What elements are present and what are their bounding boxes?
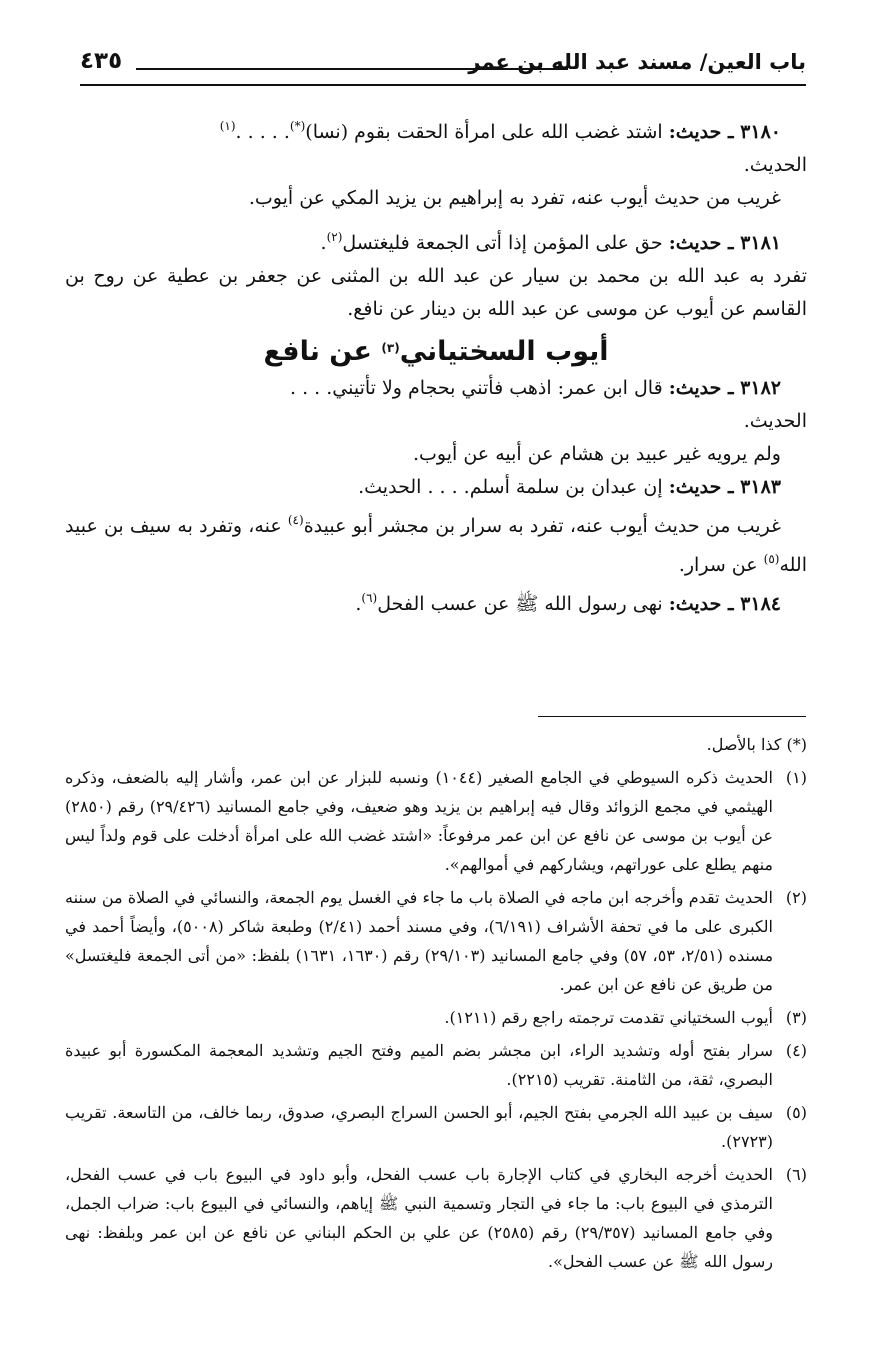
section-heading-rest: عن نافع [263, 336, 382, 367]
footnote-ref: (٥) [763, 552, 780, 566]
footnote-ref: (١) [219, 119, 236, 133]
footnotes [65, 730, 807, 1280]
hadith-end: الحديث. [743, 154, 807, 176]
footnote-6 [65, 1160, 807, 1276]
commentary-text: عن سرار. [678, 554, 764, 576]
hadith-number: ٣١٨٤ ـ حديث: [668, 593, 781, 615]
footnote-marker: (٣) [785, 1008, 807, 1027]
hadith-3183 [65, 471, 807, 504]
punctuation: . [355, 593, 362, 615]
footnote-marker: (٤) [785, 1041, 807, 1060]
footnote-ref: (٢) [326, 230, 343, 244]
punctuation: . [320, 232, 327, 254]
commentary-paragraph [65, 504, 807, 582]
footnote-text: سيف بن عبيد الله الجرمي بفتح الجيم، أبو الحسن السراج البصري، صدوق، ربما خالف، من التاسعة. تقريب (٢٧٢٣). [65, 1103, 773, 1151]
commentary-paragraph: غريب من حديث أيوب عنه، تفرد به إبراهيم بن يزيد المكي عن أيوب. [248, 187, 781, 209]
hadith-number: ٣١٨٠ ـ حديث: [668, 121, 781, 143]
footnote-marker: (١) [785, 768, 807, 787]
hadith-end: الحديث. [743, 410, 807, 432]
footnote-3 [65, 1003, 807, 1032]
commentary-paragraph: تفرد به عبد الله بن محمد بن سيار عن عبد الله بن المثنى عن جعفر بن عطية عن روح بن القاسم عن أيوب عن موسى عن عبد الله بن دينار عن نافع. [65, 265, 807, 320]
page-number: ٤٣٥ [80, 48, 123, 74]
header-divider [80, 84, 806, 86]
footnote-ref: (*) [289, 119, 306, 133]
footnote-ref: (٦) [361, 591, 378, 605]
running-header [80, 46, 806, 86]
footnote-text: الحديث أخرجه البخاري في كتاب الإجارة باب عسب الفحل، وأبو داود في البيوع باب في عسب الفحل، الترمذي في البيوع باب: ما جاء في التجار وتسمية النبي ﷺ إياهم، والنسائي في البيوع باب: ضراب الجمل، وفي جامع المسانيد (٢٩/٣٥٧) رقم (٢٥٨٥) عن علي بن الحكم البناني عن نافع عن ابن عمر وبلفظ: نهى رسول الله ﷺ عن عسب الفحل». [65, 1165, 774, 1271]
footnote-2 [65, 883, 807, 999]
hadith-3181 [65, 221, 807, 260]
commentary-text: عنه، وتفرد به سيف بن عبيد الله [65, 515, 807, 576]
hadith-number: ٣١٨٣ ـ حديث: [668, 476, 781, 498]
hadith-number: ٣١٨٢ ـ حديث: [668, 377, 781, 399]
hadith-text: نهى رسول الله ﷺ عن عسب الفحل [377, 593, 669, 615]
hadith-3184 [65, 582, 807, 621]
main-text [65, 110, 807, 621]
hadith-3180 [65, 110, 807, 182]
commentary-text: غريب من حديث أيوب عنه، تفرد به سرار بن مجشر أبو عبيدة [303, 515, 781, 537]
footnote-star: (*) كذا بالأصل. [706, 735, 807, 754]
footnote-text: الحديث ذكره السيوطي في الجامع الصغير (١٠٤٤) ونسبه للبزار عن ابن عمر، وأشار إليه بالضعف، وذكره الهيثمي في مجمع الزوائد وقال فيه إبراهيم بن يزيد وهو ضعيف، وفي جامع المسانيد (٢٩/٤٢٦) رقم (٢٨٥٠) عن أيوب بن موسى عن نافع عن ابن عمر مرفوعاً: «اشتد غضب الله على امرأة أدخلت على قوم ولداً ليس منهم يطلع على عوراتهم، ويشاركهم في أموالهم». [65, 768, 774, 874]
commentary-paragraph: ولم يرويه غير عبيد بن هشام عن أبيه عن أيوب. [413, 443, 781, 465]
footnote-ref: (٣) [381, 341, 400, 355]
footnote-separator [538, 716, 806, 717]
footnote-marker: (٥) [785, 1103, 807, 1122]
section-heading [65, 332, 807, 368]
footnote-1 [65, 763, 807, 879]
footnote-marker: (٢) [785, 888, 807, 907]
header-rule [136, 68, 568, 70]
footnote-ref: (٤) [287, 513, 304, 527]
hadith-number: ٣١٨١ ـ حديث: [668, 232, 781, 254]
hadith-text: إن عبدان بن سلمة أسلم. . . . الحديث. [358, 476, 669, 498]
hadith-text: اشتد غضب الله على امرأة الحقت بقوم (نسا) [305, 121, 669, 143]
header-title: باب العين/ مسند عبد الله بن عمر [468, 50, 806, 74]
hadith-3182 [65, 372, 807, 438]
footnote-text: أيوب السختياني تقدمت ترجمته راجع رقم (١٢١١). [444, 1008, 773, 1027]
footnote-text: الحديث تقدم وأخرجه ابن ماجه في الصلاة باب ما جاء في الغسل يوم الجمعة، والنسائي في الصلاة من سننه الكبرى على ما في تحفة الأشراف (٦/١٩١)، وفي مسند أحمد (٢/٤١) وطبعة شاكر (٥٠٠٨)، وأيضاً أحمد في مسنده (٢/٥١، ٥٣، ٥٧) وفي جامع المسانيد (٢٩/١٠٣) رقم (١٦٣٠، ١٦٣١) بلفظ: «من أتى الجمعة فليغتسل» من طريق عن نافع عن ابن عمر. [65, 888, 774, 994]
hadith-text: حق على المؤمن إذا أتى الجمعة فليغتسل [342, 232, 669, 254]
footnote-text: سرار بفتح أوله وتشديد الراء، ابن مجشر بضم الميم وفتح الجيم وتشديد المعجمة المكسورة أبو عبيدة البصري، ثقة، من الثامنة. تقريب (٢٢١٥). [65, 1041, 773, 1089]
section-heading-name: أيوب السختياني [399, 336, 609, 367]
hadith-text: قال ابن عمر: اذهب فأتني بحجام ولا تأتيني. . . . [289, 377, 669, 399]
ellipsis: . . . . . [235, 121, 290, 143]
footnote-4 [65, 1036, 807, 1094]
footnote-5 [65, 1098, 807, 1156]
footnote-marker: (٦) [785, 1165, 807, 1184]
